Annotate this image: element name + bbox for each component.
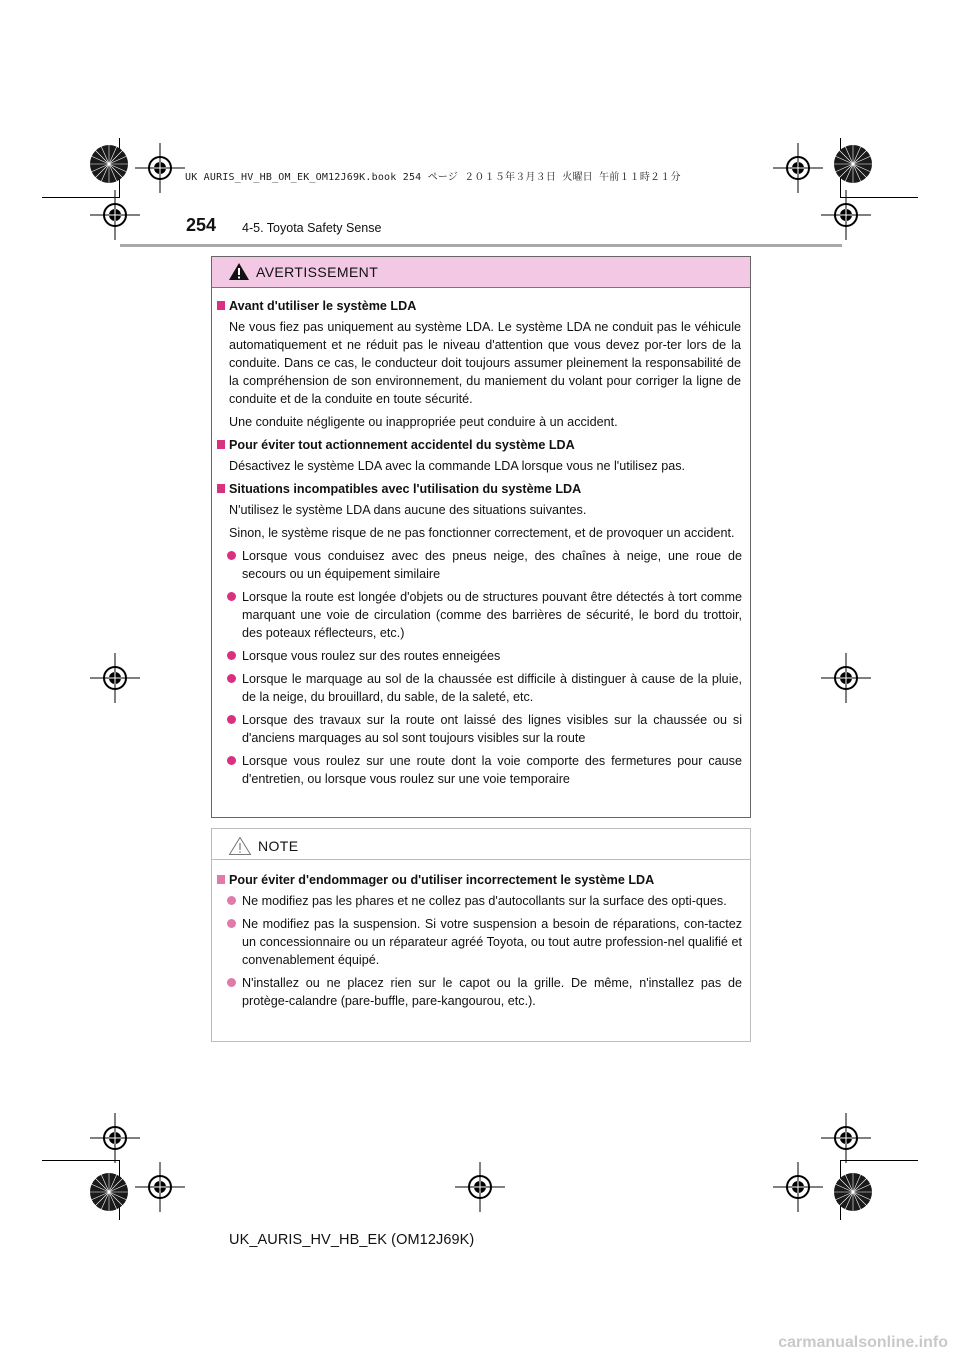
registration-target-icon	[773, 1162, 823, 1212]
list-item: N'installez ou ne placez rien sur le capot ou la grille. De même, n'installez pas de protège-calandre (pare-buffle, pare-kangourou, etc.).	[212, 974, 750, 1010]
warning-box	[211, 256, 751, 818]
round-bullet-icon	[227, 592, 236, 601]
round-bullet-icon	[227, 978, 236, 987]
page-number: 254	[186, 215, 217, 235]
starburst-mark-icon	[89, 144, 129, 184]
starburst-mark-icon	[833, 144, 873, 184]
square-bullet-icon	[217, 440, 225, 449]
warning-paragraph: N'utilisez le système LDA dans aucune des situations suivantes.	[229, 503, 587, 517]
section-title: 4-5. Toyota Safety Sense	[242, 221, 382, 235]
registration-target-icon	[90, 1113, 140, 1163]
round-bullet-icon	[227, 896, 236, 905]
warning-heading-2: Pour éviter tout actionnement accidentel du système LDA	[212, 436, 750, 454]
list-item: Ne modifiez pas les phares et ne collez pas d'autocollants sur la surface des opti-ques.	[212, 892, 750, 910]
registration-target-icon	[135, 1162, 185, 1212]
square-bullet-icon	[217, 484, 225, 493]
round-bullet-icon	[227, 919, 236, 928]
note-heading: Pour éviter d'endommager ou d'utiliser incorrectement le système LDA	[212, 871, 750, 889]
round-bullet-icon	[227, 651, 236, 660]
note-triangle-icon	[228, 836, 252, 856]
list-item: Lorsque des travaux sur la route ont laissé des lignes visibles sur la chaussée ou si d'anciens marquages au sol sont toujours visibles sur la route	[212, 711, 750, 747]
warning-heading-1: Avant d'utiliser le système LDA	[212, 297, 750, 315]
round-bullet-icon	[227, 674, 236, 683]
square-bullet-icon	[217, 301, 225, 310]
model-code-footer: UK_AURIS_HV_HB_EK (OM12J69K)	[229, 1232, 475, 1248]
warning-paragraph: Une conduite négligente ou inappropriée peut conduire à un accident.	[229, 415, 618, 429]
file-info-line: UK AURIS_HV_HB_OM_EK_OM12J69K.book 254 ページ ２０１５年３月３日 火曜日 午前１１時２１分	[185, 172, 681, 183]
registration-target-icon	[90, 190, 140, 240]
round-bullet-icon	[227, 551, 236, 560]
warning-paragraph: Désactivez le système LDA avec la commande LDA lorsque vous ne l'utilisez pas.	[229, 459, 685, 473]
list-item: Lorsque vous roulez sur des routes enneigées	[212, 647, 750, 665]
registration-target-icon	[773, 143, 823, 193]
registration-target-icon	[135, 143, 185, 193]
header-divider	[120, 244, 842, 247]
list-item: Lorsque la route est longée d'objets ou de structures pouvant être détectés à tort comme marquant une voie de circulation (comme des barrières de sécurité, le bord du trottoir, des poteaux réflecteurs, etc.)	[212, 588, 750, 642]
registration-target-icon	[821, 1113, 871, 1163]
warning-paragraph: Ne vous fiez pas uniquement au système LDA. Le système LDA ne conduit pas le véhicule automatiquement et ne réduit pas le niveau d'attention que vous devez por-ter lors de la conduite. Dans ce cas, le conducteur doit toujours assumer pleinement la responsabilité de la compréhension de son environnement, du maniement du volant pour corriger la ligne de conduite et de la conduite en toute sécurité.	[229, 320, 741, 406]
warning-triangle-icon	[228, 262, 250, 281]
registration-target-icon	[821, 653, 871, 703]
registration-target-icon	[455, 1162, 505, 1212]
list-item: Lorsque le marquage au sol de la chaussée est difficile à distinguer à cause de la pluie, de la neige, du brouillard, du sable, de la saleté, etc.	[212, 670, 750, 706]
square-bullet-icon	[217, 875, 225, 884]
starburst-mark-icon	[833, 1172, 873, 1212]
starburst-mark-icon	[89, 1172, 129, 1212]
round-bullet-icon	[227, 756, 236, 765]
round-bullet-icon	[227, 715, 236, 724]
list-item: Lorsque vous conduisez avec des pneus neige, des chaînes à neige, une roue de secours ou un équipement similaire	[212, 547, 750, 583]
registration-target-icon	[821, 190, 871, 240]
note-title: NOTE	[258, 838, 299, 854]
list-item: Ne modifiez pas la suspension. Si votre suspension a besoin de réparations, con-tactez un concessionnaire ou un réparateur agréé Toyota, ou tout autre profession-nel qualifié et convenablement équipé.	[212, 915, 750, 969]
note-box	[211, 828, 751, 1042]
watermark: carmanualsonline.info	[778, 1334, 948, 1351]
warning-header	[212, 257, 750, 288]
list-item: Lorsque vous roulez sur une route dont la voie comporte des fermetures pour cause d'entretien, ou lorsque vous roulez sur une voie temporaire	[212, 752, 750, 788]
warning-paragraph: Sinon, le système risque de ne pas fonctionner correctement, et de provoquer un accident.	[229, 526, 735, 540]
warning-heading-3: Situations incompatibles avec l'utilisation du système LDA	[212, 480, 750, 498]
warning-title: AVERTISSEMENT	[256, 264, 379, 280]
note-header	[212, 829, 750, 860]
registration-target-icon	[90, 653, 140, 703]
